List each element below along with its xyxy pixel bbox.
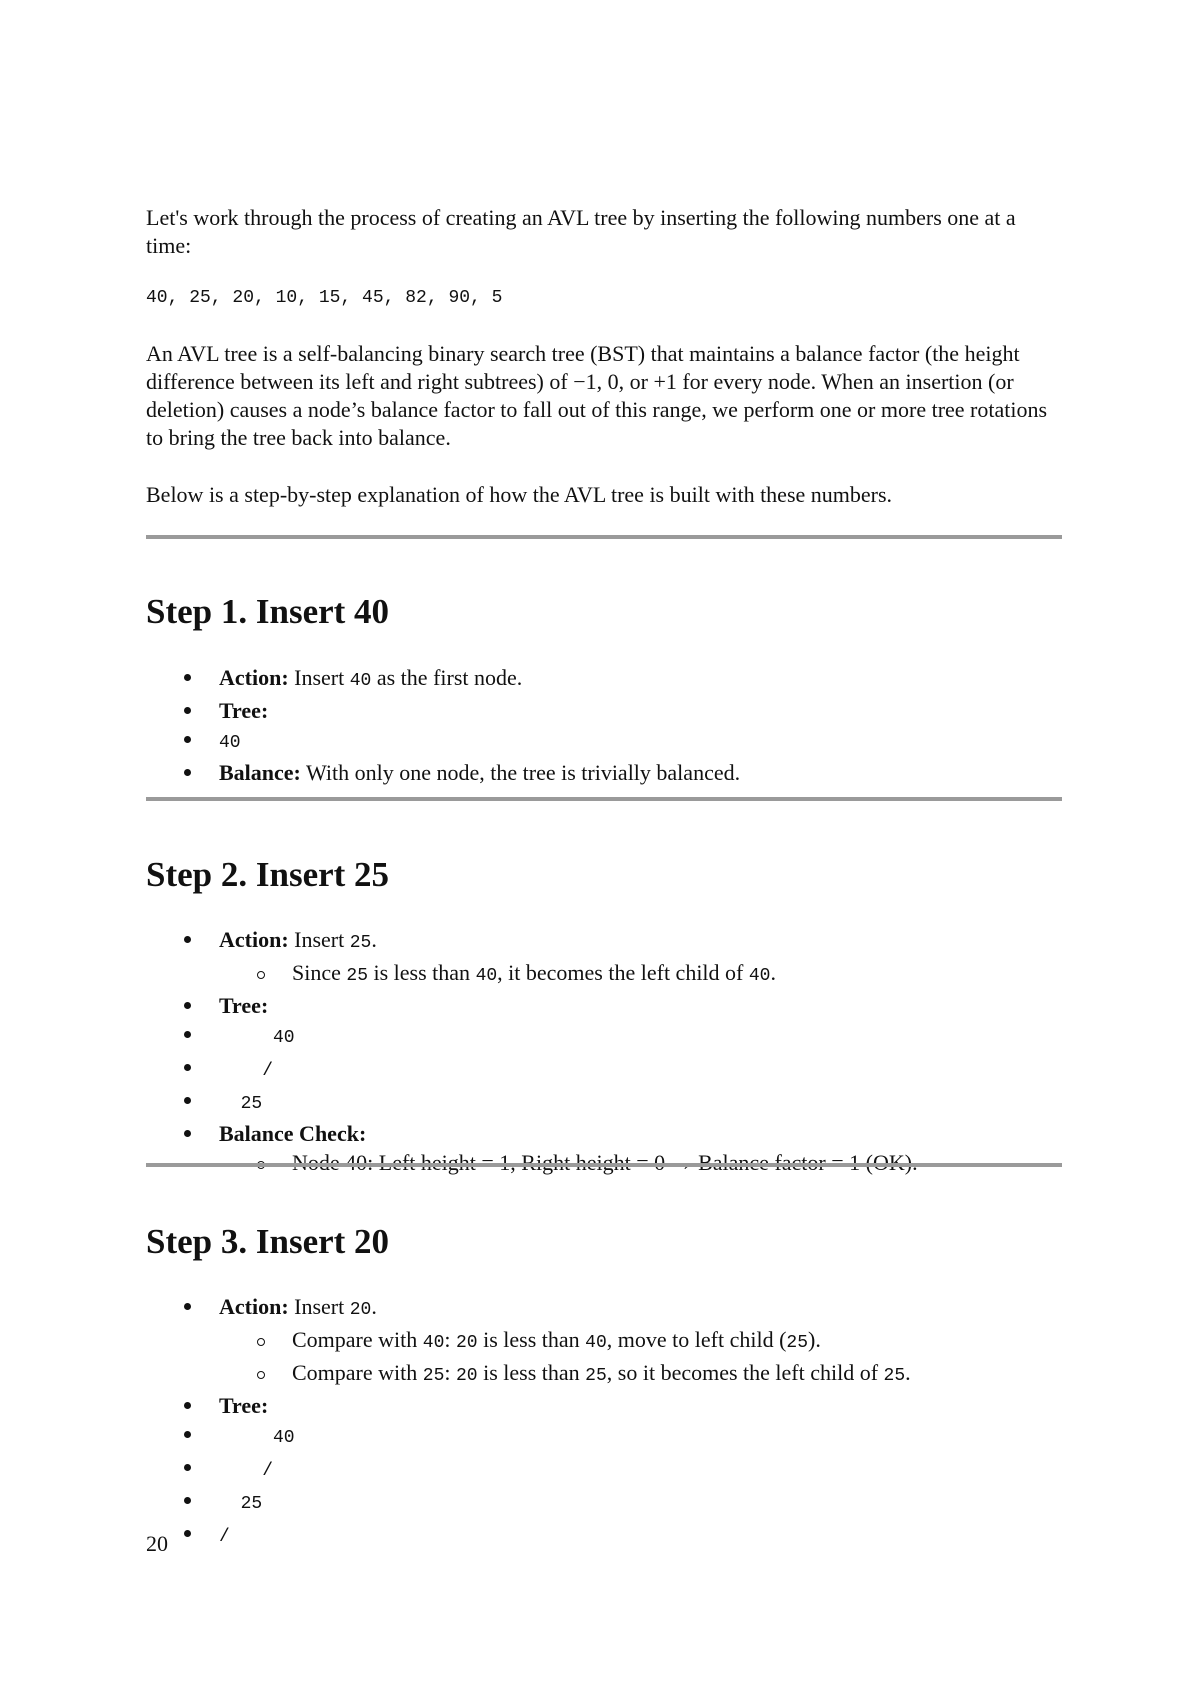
intro-paragraph-2: An AVL tree is a self-balancing binary search tree (BST) that maintains a balance factor (the height difference between its left and right subtrees) of −1, 0, or +1 for every node. When an insertion (or deletion) causes a node’s balance factor to fall out of this range, we perform one or more tree rotations to bring the tree back into balance. — [146, 341, 1048, 450]
step-3-tree-line: / — [146, 1453, 1062, 1486]
document-page — [146, 0, 1062, 1696]
step-3-tree-label: Tree: — [146, 1391, 1062, 1420]
step-1-action: Action: Insert 40 as the first node. — [146, 663, 1062, 696]
step-2-tree-line: / — [146, 1053, 1062, 1086]
step-1-tree-label: Tree: — [146, 696, 1062, 725]
step-3-title: Step 3. Insert 20 — [146, 1222, 390, 1261]
page-number: 20 — [146, 1531, 168, 1556]
step-3-action: Action: Insert 20. — [146, 1292, 1062, 1325]
step-2-tree-label: Tree: — [146, 991, 1062, 1020]
step-2-balance-label: Balance Check: — [146, 1119, 1062, 1148]
intro-paragraph-3: Below is a step-by-step explanation of how the AVL tree is built with these numbers. — [146, 482, 893, 507]
step-3-tree-line: 40 — [146, 1420, 1062, 1453]
step-3-action-detail-2: Compare with 25: 20 is less than 25, so it becomes the left child of 25. — [146, 1358, 1062, 1391]
step-2-action-detail: Since 25 is less than 40, it becomes the left child of 40. — [146, 958, 1062, 991]
step-3-tree-line: 25 — [146, 1486, 1062, 1519]
divider-2 — [146, 797, 1062, 801]
step-3-action-detail-1: Compare with 40: 20 is less than 40, move to left child (25). — [146, 1325, 1062, 1358]
step-2-tree-line: 40 — [146, 1020, 1062, 1053]
intro-paragraph-1: Let's work through the process of creating an AVL tree by inserting the following numbers one at a time: — [146, 205, 1016, 258]
step-2-tree-line: 25 — [146, 1086, 1062, 1119]
step-1-balance: Balance: With only one node, the tree is trivially balanced. — [146, 758, 1062, 787]
step-1-title: Step 1. Insert 40 — [146, 592, 390, 631]
step-2-action: Action: Insert 25. — [146, 925, 1062, 958]
divider-3 — [146, 1163, 1062, 1167]
step-1-tree-line: 40 — [146, 725, 1062, 758]
step-2-balance-detail: Node 40: Left height = 1, Right height = 0 → Balance factor = 1 (OK). — [146, 1148, 1062, 1177]
action-label: Action: — [219, 665, 289, 690]
step-3-tree-line: / — [146, 1519, 1062, 1552]
step-1-list — [146, 663, 1062, 787]
step-2-title: Step 2. Insert 25 — [146, 855, 390, 894]
step-2-list — [146, 925, 1062, 1177]
insertion-sequence: 40, 25, 20, 10, 15, 45, 82, 90, 5 — [146, 288, 503, 308]
divider-1 — [146, 535, 1062, 539]
step-3-list — [146, 1292, 1062, 1552]
